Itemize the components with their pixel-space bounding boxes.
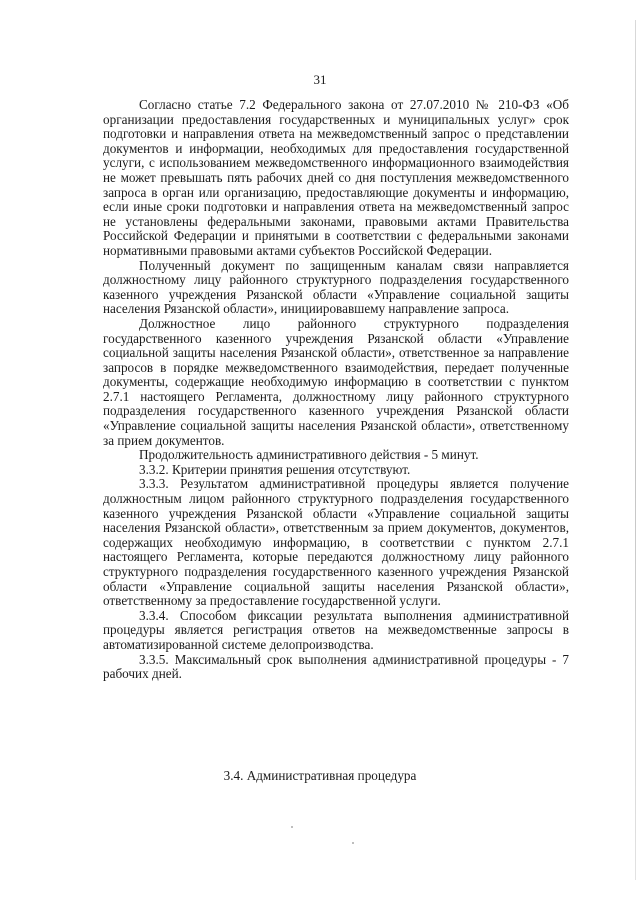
scan-speck xyxy=(291,826,293,828)
page-number: 31 xyxy=(313,72,327,87)
scan-edge-line xyxy=(635,20,636,880)
paragraph-received-document: Полученный документ по защищенным каналам связи направляется должностному лицу районного структурного подразделения государственного казенного учреждения Рязанской области «Управление социальной защиты населения Рязанской области», инициировавшему направление запроса. xyxy=(103,257,569,317)
section-heading-3-4: 3.4. Административная процедура xyxy=(223,768,417,783)
paragraph-3-3-4: 3.3.4. Способом фиксации результата выполнения административной процедуры является регистрация ответов на межведомственные запросы в автоматизированной системе делопроизводства. xyxy=(103,607,569,652)
scan-speck xyxy=(352,842,354,844)
paragraph-3-3-3: 3.3.3. Результатом административной процедуры является получение должностным лицом районного структурного подразделения государственного казенного учреждения Рязанской области «Управление социальной защиты населения Рязанской области», ответственным за прием документов, документов, содержащих необходимую информацию, в соответствии с пунктом 2.7.1 настоящего Регламента, которые передаются должностному лицу районного структурного подразделения государственного казенного учреждения Рязанской области «Управление социальной защиты населения Рязанской области», ответственному за предоставление государственной услуги. xyxy=(103,476,569,609)
paragraph-duration: Продолжительность административного действия - 5 минут. xyxy=(139,447,479,463)
paragraph-3-3-2: 3.3.2. Критерии принятия решения отсутствуют. xyxy=(139,461,411,477)
paragraph-3-3-5: 3.3.5. Максимальный срок выполнения административной процедуры - 7 рабочих дней. xyxy=(103,651,569,682)
paragraph-article-7-2: Согласно статье 7.2 Федерального закона от 27.07.2010 № 210-ФЗ «Об организации предоставления государственных и муниципальных услуг» срок подготовки и направления ответа на межведомственный запрос о представлении документов и информации, необходимых для предоставления государственной услуги, с использованием межведомственного информационного взаимодействия не может превышать пять рабочих дней со дня поступления межведомственного запроса в орган или организацию, предоставляющие документы и информацию, если иные сроки подготовки и направления ответа на межведомственный запрос не установлены федеральными законами, правовыми актами Правительства Российской Федерации и принятыми в соответствии с федеральными законами нормативными правовыми актами субъектов Российской Федерации. xyxy=(103,97,569,258)
paragraph-official-transfers: Должностное лицо районного структурного подразделения государственного казенного учреждения Рязанской области «Управление социальной защиты населения Рязанской области», ответственное за направление запросов в порядке межведомственного взаимодействия, передает полученные документы, содержащие необходимую информацию в соответствии с пунктом 2.7.1 настоящего Регламента, должностному лицу районного структурного подразделения государственного казенного учреждения Рязанской области «Управление социальной защиты населения Рязанской области», ответственному за прием документов. xyxy=(103,315,569,448)
document-body xyxy=(103,98,569,682)
